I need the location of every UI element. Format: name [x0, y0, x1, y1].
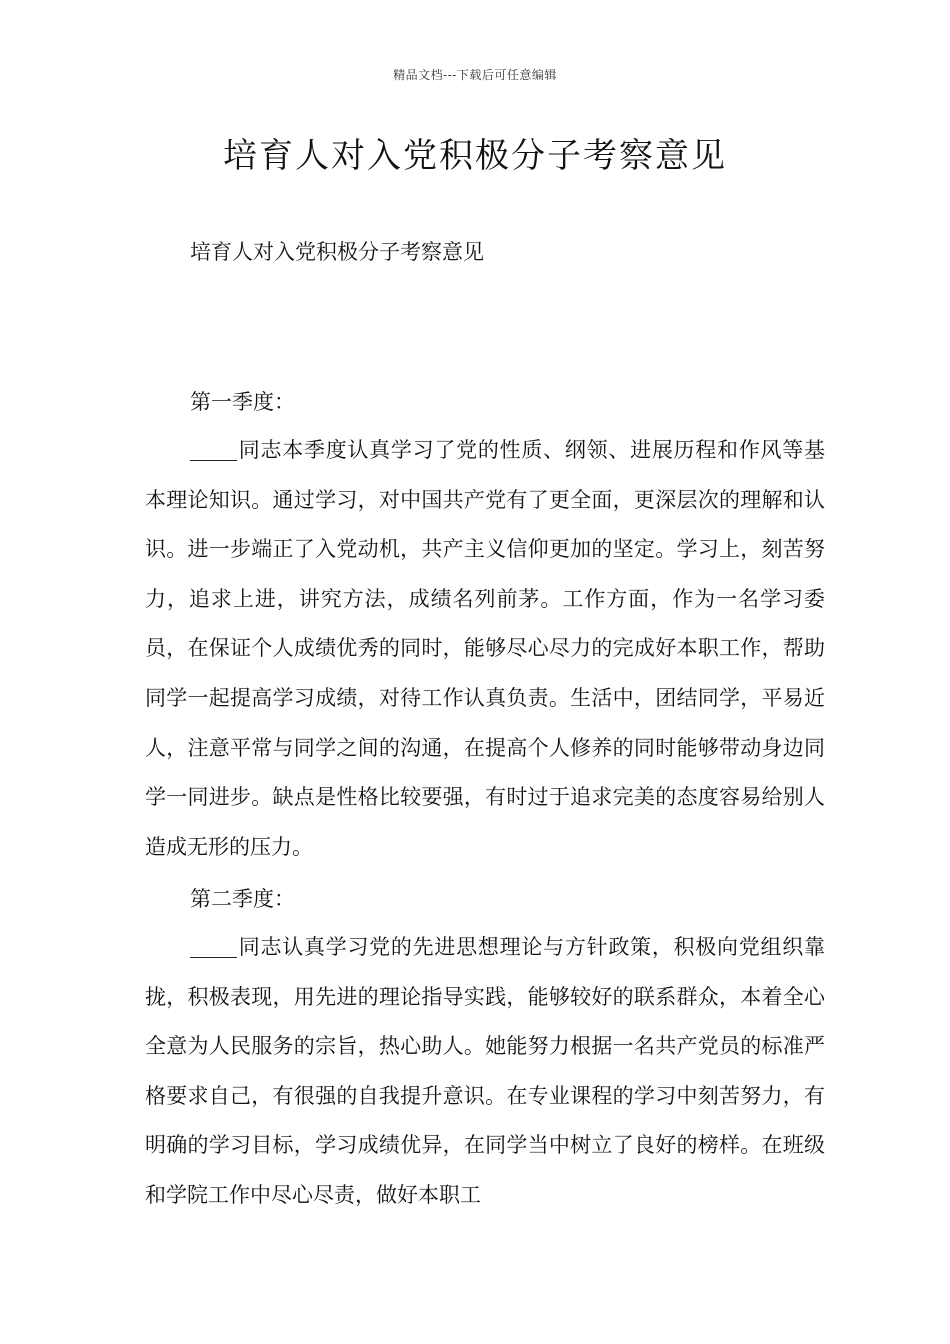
name-blank [190, 439, 237, 461]
name-blank [190, 936, 237, 958]
paragraph-q2 [145, 923, 825, 1221]
section-body-q2 [145, 923, 825, 1221]
header-note: 精品文档---下载后可任意编辑 [393, 68, 557, 82]
paragraph-text: 同志本季度认真学习了党的性质、纲领、进展历程和作风等基本理论知识。通过学习，对中国共产党有了更全面，更深层次的理解和认识。进一步端正了入党动机，共产主义信仰更加的坚定。学习上，刻苦努力，追求上进，讲究方法，成绩名列前茅。工作方面，作为一名学习委员，在保证个人成绩优秀的同时，能够尽心尽力的完成好本职工作，帮助同学一起提高学习成绩，对待工作认真负责。生活中，团结同学，平易近人，注意平常与同学之间的沟通，在提高个人修养的同时能够带动身边同学一同进步。缺点是性格比较要强，有时过于追求完美的态度容易给别人造成无形的压力。 [145, 438, 825, 859]
paragraph-text: 同志认真学习党的先进思想理论与方针政策，积极向党组织靠拢，积极表现，用先进的理论指导实践，能够较好的联系群众，本着全心全意为人民服务的宗旨，热心助人。她能努力根据一名共产党员的标准严格要求自己，有很强的自我提升意识。在专业课程的学习中刻苦努力，有明确的学习目标，学习成绩优异，在同学当中树立了良好的榜样。在班级和学院工作中尽心尽责，做好本职工 [145, 935, 825, 1207]
document-title: 培育人对入党积极分子考察意见 [223, 136, 727, 176]
section-heading-q2: 第二季度： [190, 887, 295, 911]
section-body-q1 [145, 426, 825, 872]
section-heading-q1: 第一季度： [190, 390, 295, 414]
paragraph-q1 [145, 426, 825, 872]
document-subtitle: 培育人对入党积极分子考察意见 [190, 240, 484, 264]
